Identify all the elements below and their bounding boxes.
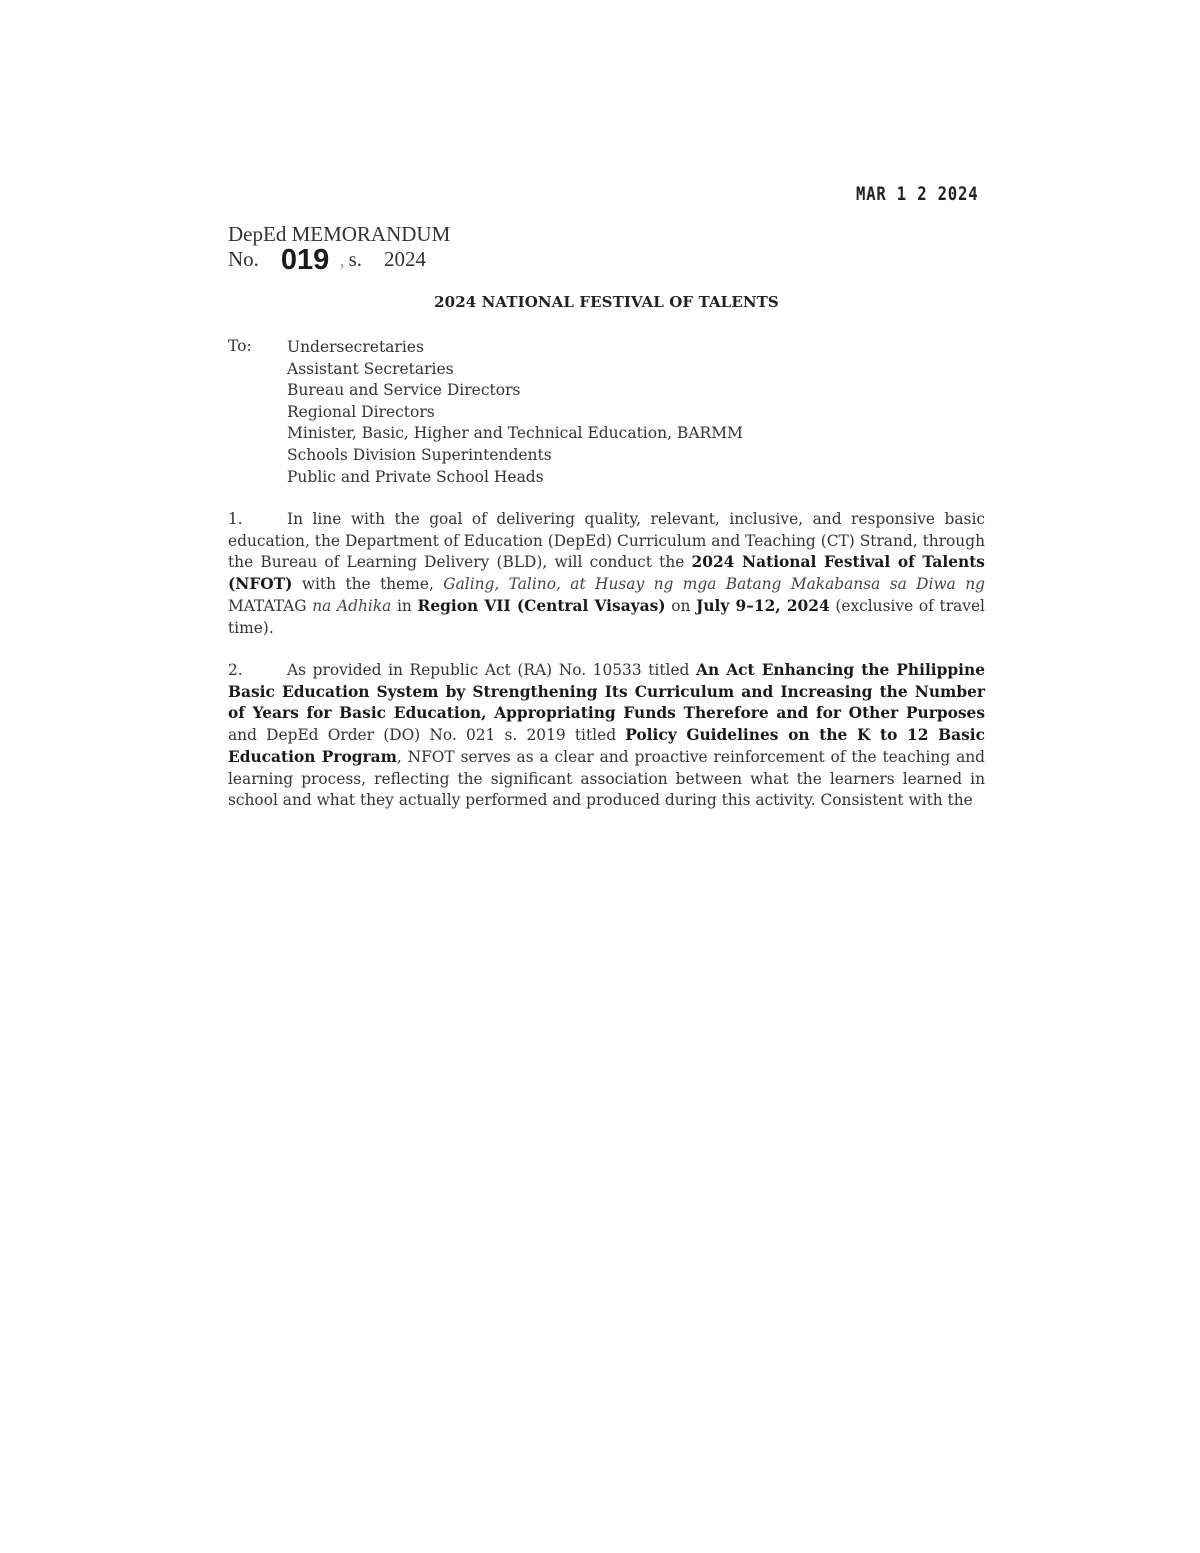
paragraph-number: 1. <box>228 510 243 528</box>
memo-number-separator: , <box>339 247 345 271</box>
document-title: 2024 NATIONAL FESTIVAL OF TALENTS <box>434 293 779 311</box>
theme-text-matatag: MATATAG <box>228 596 313 615</box>
recipient-item: Minister, Basic, Higher and Technical Education, BARMM <box>287 424 743 443</box>
paragraph-1 <box>228 509 985 639</box>
paragraph-text: (exclusive of travel time). <box>228 596 985 637</box>
recipients-list <box>287 337 743 488</box>
paragraph-text: and DepEd Order (DO) No. 021 s. 2019 titled <box>228 726 626 745</box>
paragraph-text: , NFOT serves as a clear and proactive reinforcement of the teaching and learning process, reflecting the significant association between what the learners learned in school and what they actually performed and produced during this activity. Consistent with the <box>228 747 986 810</box>
paragraph-text: In line with the goal of delivering quality, relevant, inclusive, and responsive basic education, the Department of Education (DepEd) Curriculum and Teaching (CT) Strand, through the Bureau of Learning Delivery (BLD), will conduct the <box>228 510 985 572</box>
paragraph-text: in <box>391 596 418 615</box>
recipient-item: Assistant Secretaries <box>287 359 454 378</box>
event-dates: July 9–12, 2024 <box>696 596 830 615</box>
memo-header <box>228 222 451 276</box>
memo-series-year: 2024 <box>384 247 426 271</box>
recipient-item: Regional Directors <box>287 402 435 421</box>
paragraph-text: with the theme, <box>292 575 444 594</box>
date-stamp: MAR 1 2 2024 <box>856 183 979 205</box>
recipient-item: Schools Division Superintendents <box>287 445 552 464</box>
theme-text-end: na Adhika <box>312 596 392 615</box>
memo-number-label: No. <box>228 247 259 271</box>
recipient-item: Public and Private School Heads <box>287 467 544 486</box>
recipient-item: Bureau and Service Directors <box>287 381 521 400</box>
paragraph-text: on <box>665 596 697 615</box>
event-venue: Region VII (Central Visayas) <box>417 596 666 615</box>
memo-series-label: s. <box>348 247 362 271</box>
memo-title: DepEd MEMORANDUM <box>228 222 451 246</box>
policy-title: Policy Guidelines on the K to 12 Basic Education Program <box>228 726 985 766</box>
paragraph-2 <box>228 660 985 812</box>
memo-number-line <box>228 244 450 276</box>
theme-text: Galing, Talino, at Husay ng mga Batang Makabansa sa Diwa ng <box>443 575 985 594</box>
paragraph-number: 2. <box>228 661 243 679</box>
paragraph-text: As provided in Republic Act (RA) No. 10533 titled <box>287 661 697 679</box>
to-label: To: <box>228 337 252 355</box>
memo-number-value: 019 <box>280 244 330 276</box>
recipient-item: Undersecretaries <box>287 338 424 356</box>
event-name: 2024 National Festival of Talents (NFOT) <box>228 553 985 594</box>
act-title: An Act Enhancing the Philippine Basic Education System by Strengthening Its Curriculum and Increasing the Number of Years for Basic Education, Appropriating Funds Therefore and for Other Purposes <box>228 661 985 723</box>
